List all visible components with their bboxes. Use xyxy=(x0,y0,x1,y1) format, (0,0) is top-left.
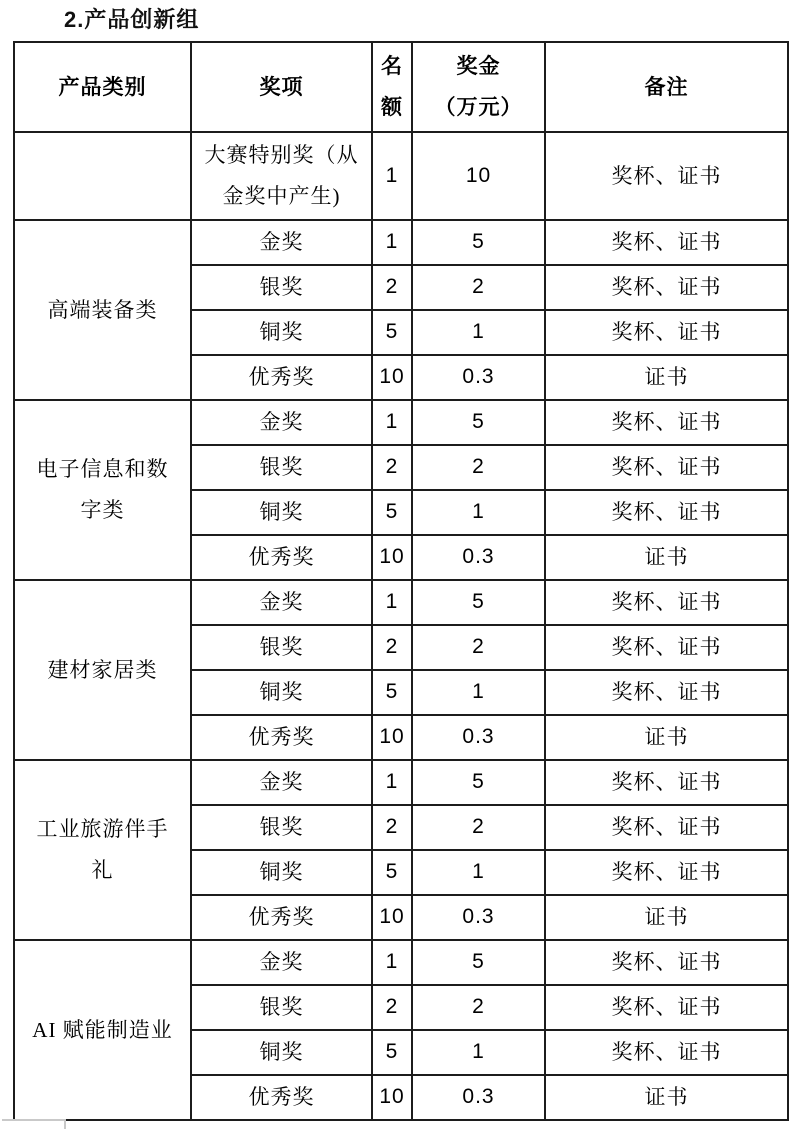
header-remark: 备注 xyxy=(545,42,788,132)
cell-quota: 10 xyxy=(372,355,412,400)
cell-remark: 奖杯、证书 xyxy=(545,760,788,805)
cell-prize: 0.3 xyxy=(412,535,545,580)
cell-prize: 5 xyxy=(412,400,545,445)
cell-prize: 1 xyxy=(412,850,545,895)
cell-quota: 5 xyxy=(372,310,412,355)
cell-prize: 5 xyxy=(412,580,545,625)
cell-category xyxy=(14,132,191,220)
cell-remark: 奖杯、证书 xyxy=(545,985,788,1030)
cell-remark: 奖杯、证书 xyxy=(545,1030,788,1075)
cell-remark: 奖杯、证书 xyxy=(545,670,788,715)
cell-prize: 0.3 xyxy=(412,895,545,940)
cell-award: 金奖 xyxy=(191,220,372,265)
cell-remark: 奖杯、证书 xyxy=(545,850,788,895)
cell-award: 优秀奖 xyxy=(191,535,372,580)
cell-quota: 5 xyxy=(372,670,412,715)
cell-remark: 奖杯、证书 xyxy=(545,445,788,490)
cell-prize: 0.3 xyxy=(412,1075,545,1120)
category-line: 礼 xyxy=(91,858,114,882)
cell-remark: 奖杯、证书 xyxy=(545,625,788,670)
header-quota-line: 额 xyxy=(381,95,403,119)
cell-award: 优秀奖 xyxy=(191,1075,372,1120)
cell-award: 铜奖 xyxy=(191,850,372,895)
cell-quota: 10 xyxy=(372,535,412,580)
cell-quota: 2 xyxy=(372,805,412,850)
cell-quota: 2 xyxy=(372,625,412,670)
cell-remark: 证书 xyxy=(545,1075,788,1120)
cell-remark: 奖杯、证书 xyxy=(545,400,788,445)
header-category: 产品类别 xyxy=(14,42,191,132)
cell-quota: 5 xyxy=(372,1030,412,1075)
cell-award: 金奖 xyxy=(191,580,372,625)
cell-prize: 0.3 xyxy=(412,715,545,760)
cell-remark: 证书 xyxy=(545,895,788,940)
category-line: 字类 xyxy=(80,498,125,522)
cell-award: 铜奖 xyxy=(191,310,372,355)
cell-remark: 奖杯、证书 xyxy=(545,580,788,625)
cell-award: 银奖 xyxy=(191,265,372,310)
cell-quota: 1 xyxy=(372,220,412,265)
next-table-fragment xyxy=(2,1119,66,1129)
cell-quota: 10 xyxy=(372,1075,412,1120)
cell-category xyxy=(14,400,191,580)
cell-quota: 10 xyxy=(372,715,412,760)
header-quota xyxy=(372,42,412,132)
cell-remark: 奖杯、证书 xyxy=(545,220,788,265)
cell-prize: 5 xyxy=(412,760,545,805)
category-line: 高端装备类 xyxy=(47,297,158,322)
cell-award: 金奖 xyxy=(191,760,372,805)
cell-category xyxy=(14,220,191,400)
cell-quota: 2 xyxy=(372,265,412,310)
cell-prize: 1 xyxy=(412,490,545,535)
cell-award: 银奖 xyxy=(191,445,372,490)
cell-remark: 奖杯、证书 xyxy=(545,265,788,310)
cell-remark: 奖杯、证书 xyxy=(545,310,788,355)
cell-prize: 5 xyxy=(412,220,545,265)
cell-award: 银奖 xyxy=(191,805,372,850)
cell-category xyxy=(14,760,191,940)
category-line: 建材家居类 xyxy=(47,657,158,682)
table-row xyxy=(14,580,788,625)
category-line: 工业旅游伴手 xyxy=(36,817,169,842)
cell-remark: 证书 xyxy=(545,355,788,400)
cell-remark: 奖杯、证书 xyxy=(545,940,788,985)
cell-award: 银奖 xyxy=(191,625,372,670)
cell-quota: 10 xyxy=(372,895,412,940)
cell-prize: 1 xyxy=(412,310,545,355)
header-award: 奖项 xyxy=(191,42,372,132)
category-line: AI 赋能制造业 xyxy=(32,1017,173,1042)
cell-award: 银奖 xyxy=(191,985,372,1030)
header-quota-line: 名 xyxy=(381,54,403,79)
cell-remark: 证书 xyxy=(545,535,788,580)
cell-quota: 5 xyxy=(372,490,412,535)
cell-quota: 2 xyxy=(372,985,412,1030)
cell-award: 优秀奖 xyxy=(191,355,372,400)
award-line: 大赛特别奖（从 xyxy=(204,143,359,168)
cell-prize: 1 xyxy=(412,1030,545,1075)
cell-prize: 2 xyxy=(412,265,545,310)
header-prize xyxy=(412,42,545,132)
cell-award: 金奖 xyxy=(191,400,372,445)
cell-remark: 奖杯、证书 xyxy=(545,805,788,850)
cell-award: 铜奖 xyxy=(191,670,372,715)
table-row xyxy=(14,760,788,805)
cell-quota: 1 xyxy=(372,132,412,220)
award-line: 金奖中产生) xyxy=(222,184,341,208)
cell-award: 铜奖 xyxy=(191,490,372,535)
category-line: 电子信息和数 xyxy=(36,457,169,482)
cell-remark: 奖杯、证书 xyxy=(545,132,788,220)
cell-quota: 1 xyxy=(372,760,412,805)
table-row xyxy=(14,940,788,985)
cell-prize: 2 xyxy=(412,805,545,850)
table-row xyxy=(14,400,788,445)
cell-quota: 1 xyxy=(372,400,412,445)
cell-prize: 1 xyxy=(412,670,545,715)
cell-quota: 1 xyxy=(372,940,412,985)
cell-award: 优秀奖 xyxy=(191,895,372,940)
section-title: 2.产品创新组 xyxy=(64,7,200,32)
cell-award xyxy=(191,132,372,220)
table-row xyxy=(14,220,788,265)
header-prize-line: 奖金 xyxy=(456,54,501,79)
cell-quota: 2 xyxy=(372,445,412,490)
cell-quota: 1 xyxy=(372,580,412,625)
cell-prize: 2 xyxy=(412,445,545,490)
table-row xyxy=(14,132,788,220)
cell-prize: 2 xyxy=(412,985,545,1030)
cell-prize: 0.3 xyxy=(412,355,545,400)
header-prize-line: （万元） xyxy=(434,95,523,119)
cell-prize: 2 xyxy=(412,625,545,670)
cell-prize: 5 xyxy=(412,940,545,985)
cell-category xyxy=(14,580,191,760)
cell-award: 铜奖 xyxy=(191,1030,372,1075)
cell-quota: 5 xyxy=(372,850,412,895)
cell-remark: 证书 xyxy=(545,715,788,760)
cell-award: 优秀奖 xyxy=(191,715,372,760)
cell-category xyxy=(14,940,191,1120)
cell-remark: 奖杯、证书 xyxy=(545,490,788,535)
awards-table xyxy=(13,41,789,1121)
cell-prize: 10 xyxy=(412,132,545,220)
cell-award: 金奖 xyxy=(191,940,372,985)
header-row xyxy=(14,42,788,132)
